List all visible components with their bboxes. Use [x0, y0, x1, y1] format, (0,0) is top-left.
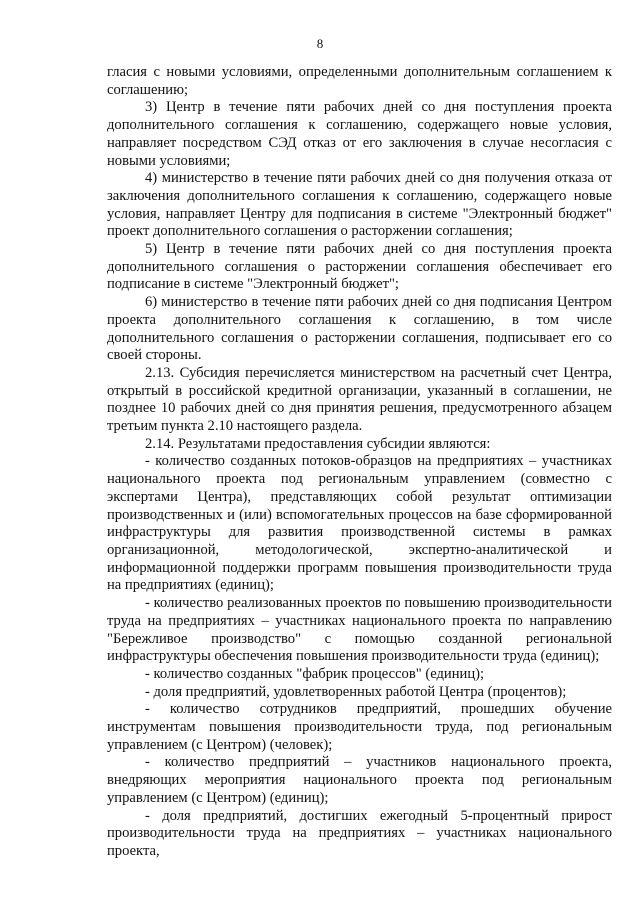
paragraph-item-3: 3) Центр в течение пяти рабочих дней со дня поступления проекта дополнительного соглашения к соглашению, содержащего новые условия, направляет посредством СЭД отказ от его заключения в случае несогласия с новыми условиями;: [107, 99, 612, 169]
page-number: 8: [316, 36, 324, 51]
list-item-flow-samples: - количество созданных потоков-образцов на предприятиях – участниках национального проекта под региональным управлением (совместно с экспертами Центра), представляющих собой результат оптимизации производственных и (или) вспомогательных процессов на базе сформированной инфраструктуры для развития производственной системы в рамках организационной, методологической, экспертно-аналитической и информационной поддержки программ повышения производительности труда на предприятиях (единиц);: [107, 453, 612, 594]
list-item-process-factories: - количество созданных "фабрик процессов" (единиц);: [145, 665, 485, 682]
list-item-participating-enterprises: - количество предприятий – участников национального проекта, внедряющих мероприятия национального проекта под региональным управлением (с Центром) (единиц);: [107, 754, 612, 806]
paragraph-2-14: 2.14. Результатами предоставления субсидии являются:: [145, 435, 491, 452]
paragraph-continuation: гласия с новыми условиями, определенными дополнительным соглашением к соглашению;: [107, 64, 612, 98]
list-item-productivity-growth: - доля предприятий, достигших ежегодный 5-процентный прирост производительности труда на предприятиях – участниках национального проекта,: [107, 807, 612, 859]
document-body: [107, 64, 612, 861]
list-item-trained-employees: - количество сотрудников предприятий, прошедших обучение инструментам повышения производительности труда, под региональным управлением (с Центром) (человек);: [107, 701, 612, 753]
paragraph-item-5: 5) Центр в течение пяти рабочих дней со дня поступления проекта дополнительного соглашения о расторжении соглашения обеспечивает его подписание в системе "Электронный бюджет";: [107, 241, 612, 293]
paragraph-item-6: 6) министерство в течение пяти рабочих дней со дня подписания Центром проекта дополнительного соглашения к соглашению, в том числе дополнительного соглашения о расторжении соглашения, подписывает его со своей стороны.: [107, 294, 612, 364]
paragraph-2-13: 2.13. Субсидия перечисляется министерством на расчетный счет Центра, открытый в российской кредитной организации, указанный в соглашении, не позднее 10 рабочих дней со дня принятия решения, предусмотренного абзацем третьим пункта 2.10 настоящего раздела.: [107, 364, 612, 435]
paragraph-item-4: 4) министерство в течение пяти рабочих дней со дня получения отказа от заключения дополнительного соглашения к соглашению, содержащего новые условия, направляет Центру для подписания в системе "Электронный бюджет" проект дополнительного соглашения о расторжении соглашения;: [107, 170, 612, 240]
list-item-satisfaction-share: - доля предприятий, удовлетворенных работой Центра (процентов);: [145, 683, 567, 700]
list-item-lean-projects: - количество реализованных проектов по повышению производительности труда на предприятиях – участниках национального проекта по направлению "Бережливое производство" с помощью созданной региональной инфраструктуры обеспечения повышения производительности труда (единиц);: [107, 595, 612, 665]
